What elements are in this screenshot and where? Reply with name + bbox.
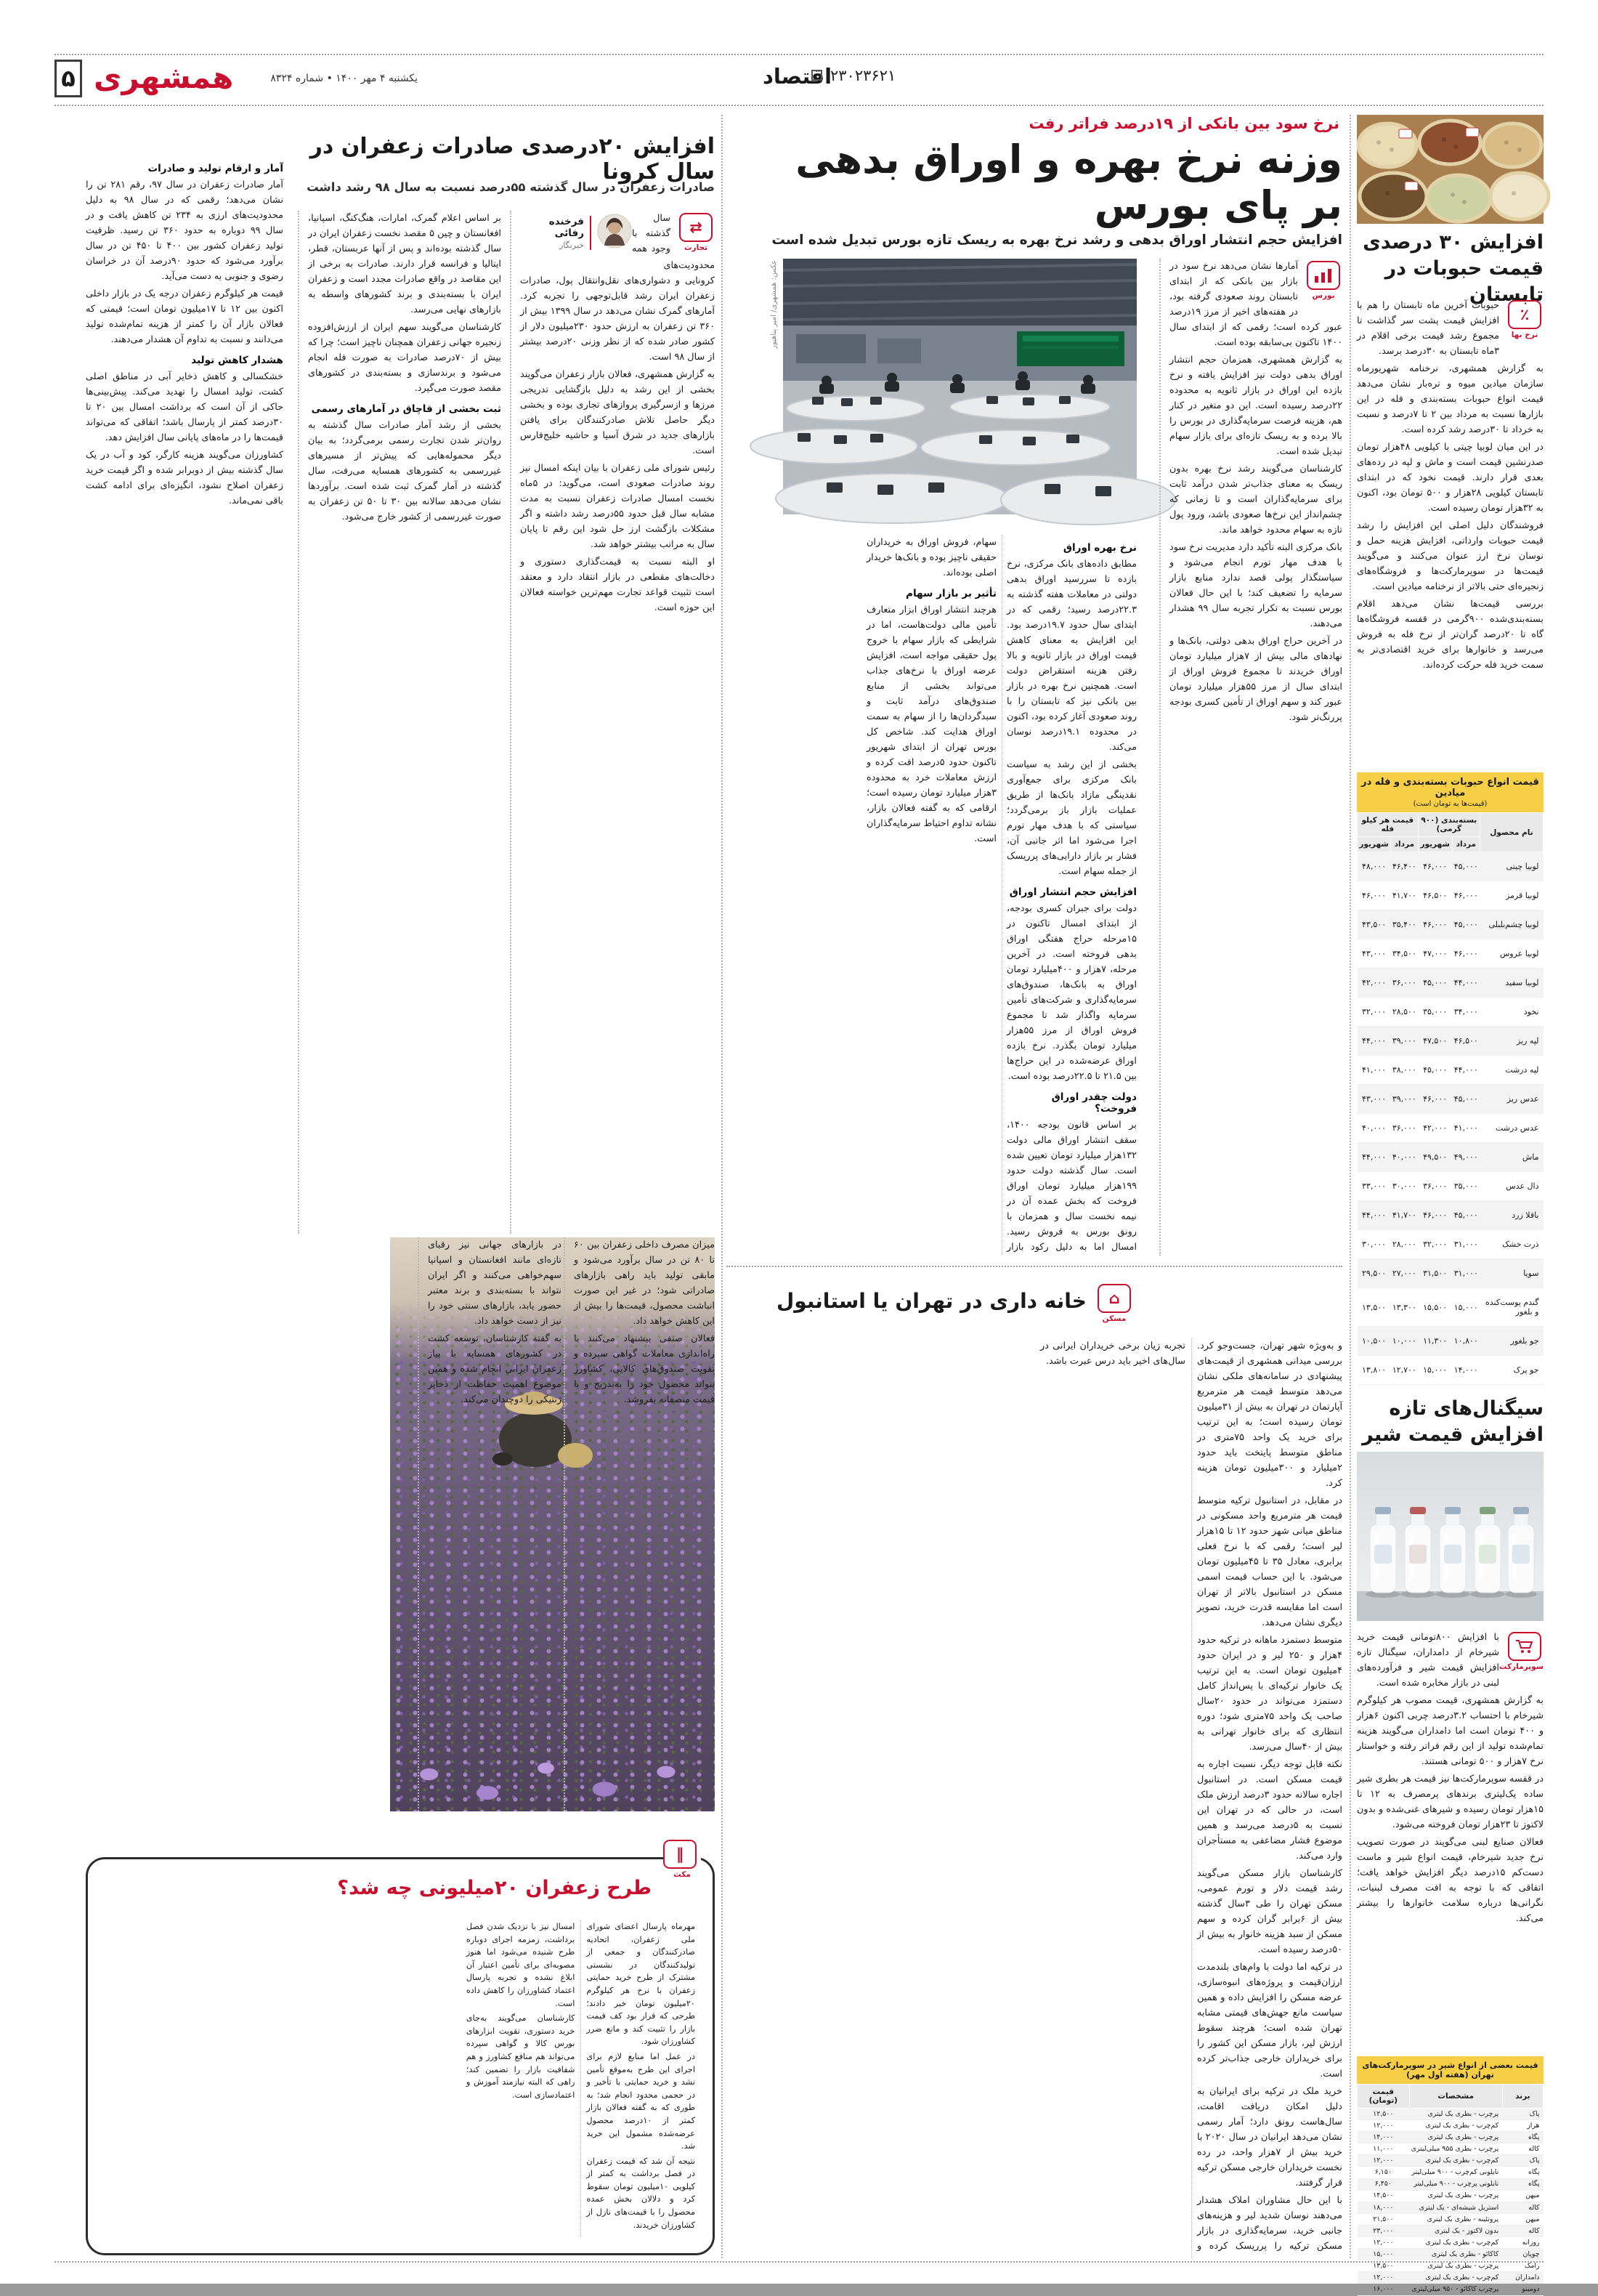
article-divider [726,1266,1342,1267]
paragraph: او البته نسبت به قیمت‌گذاری دستوری و دخالت‌های مقطعی در بازار انتقاد دارد و معتقد است تثبیت قواعد تجارت مهم‌ترین خواسته فعالان این حوزه است. [520,557,715,613]
table-row: ماش ۴۹,۰۰۰ ۴۹,۵۰۰ ۴۰,۰۰۰ ۴۴,۰۰۰ [1358,1143,1544,1172]
paragraph: بر اساس اعلام گمرک، امارات، هنگ‌کنگ، اسپانیا، افغانستان و چین ۵ مقصد نخست زعفران ایران در سال گذشته بوده‌اند و پس از آنها عربستان، قطر، ایتالیا و فرانسه قرار دارند. صادرات به برخی از این مقاصد در واقع صادرات مجدد است و زعفران ایران با بسته‌بندی و برند کشورهای واسطه به بازارهای نهایی می‌رسد. [308,213,501,315]
legumes-photo-art [1357,115,1544,224]
photo-caption: عکس: همشهری/ امیر پناهپور [770,260,778,349]
pause-icon: ‖ [663,1840,697,1869]
table-row: دامداران کم‌چرب - بطری یک لیتری ۱۲,۰۰۰ [1358,2272,1544,2284]
bourse-section-badge: بورس [1305,261,1342,300]
saffron-column-3 [86,155,283,1234]
saffron-deck: صادرات زعفران در سال گذشته ۵۵درصد نسبت به سال ۹۸ رشد داشت [307,180,715,194]
table-row: لوبیا قرمز ۴۶,۰۰۰ ۴۶,۵۰۰ ۴۱,۷۰۰ ۴۶,۰۰۰ [1358,881,1544,910]
paragraph: کارشناسان بازار مسکن می‌گویند رشد قیمت دلار و تورم عمومی، مسکن تهران را طی ۳سال گذشته بیش از ۶برابر گران کرده و سهم مسکن از سبد هزینه خانوار به بیش از ۵۰درصد رسیده است. [1197,1868,1342,1955]
legumes-headline: افزایش ۳۰ درصدی قیمت حبوبات در تابستان [1363,231,1544,306]
center-section [726,115,1342,2260]
paragraph: فروشندگان دلیل اصلی این افزایش را رشد قیمت حبوبات وارداتی، افزایش هزینه حمل و نوسان نرخ ارز عنوان می‌کنند و می‌گویند قیمت‌ها در سوپرمارکت‌ها و فروشگاه‌های زنجیره‌ای حتی بالاتر از نرخنامه میادین است. [1357,520,1544,592]
paragraph: به گفته کارشناسان، توسعه کشت در کشورهای همسایه با پیاز زعفران ایرانی انجام شده و همین موضوع اهمیت حفاظت از ذخایر ژنتیکی را دوچندان می‌کند. [428,1333,561,1405]
paragraph: آمارها نشان می‌دهد نرخ سود در بازار بین بانکی که از ابتدای تابستان روند صعودی گرفته بود، در هفته‌های اخیر از مرز ۱۹درصد عبور کرده است؛ رقمی که از ابتدای سال ۱۴۰۰ تاکنون بی‌سابقه بوده است. [1169,261,1342,348]
paragraph: هرچند انتشار اوراق ابزار متعارف تأمین مالی دولت‌هاست، اما در شرایطی که بازار سهام با خروج پول حقیقی مواجه است، افزایش عرضه اوراق با نرخ‌های جذاب می‌تواند بخشی از منابع صندوق‌های درآمد ثابت و سبدگردان‌ها را از سهام به سمت اوراق هدایت کند. شاخص کل بورس تهران از ابتدای شهریور تاکنون حدود ۵درصد افت کرده و ارزش معاملات خرد به محدوده ۳هزار میلیارد تومان رسیده است؛ ارقامی که به گفته فعالان بازار، نشانه تداوم احتیاط سرمایه‌گذاران است. [867,605,997,844]
reporter-role: خبرنگار [559,240,584,250]
milk-headline: سیگنال‌های تازه افزایش قیمت شیر [1362,1397,1544,1446]
shopping-cart-icon [1508,1632,1541,1661]
saffron-headline: افزایش ۲۰درصدی صادرات زعفران در سال کرونا [309,134,715,185]
subheading: تأثیر بر بازار سهام [905,588,997,599]
paragraph: در ترکیه اما دولت با وام‌های بلندمدت ارزان‌قیمت و پروژه‌های انبوه‌سازی، عرضه مسکن را افزایش داده و همین سیاست مانع جهش‌های قیمتی مشابه تهران شده است؛ هرچند سقوط ارزش لیر، بازار مسکن این کشور را برای خریداران خارجی جذاب‌تر کرده است. [1197,1962,1342,2079]
paragraph: در مقابل، در استانبول ترکیه متوسط قیمت هر مترمربع واحد مسکونی در مناطق میانی شهر حدود ۱۲ تا ۱۵هزار لیر است؛ رقمی که با نرخ فعلی برابری، معادل ۳۵ تا ۴۵میلیون تومان می‌شود. با این حساب قیمت اسمی مسکن در استانبول بالاتر از تهران است اما مقایسه قدرت خرید، تصویر دیگری نشان می‌دهد. [1197,1495,1342,1628]
table-row: جو بلغور ۱۰,۸۰۰ ۱۱,۳۰۰ ۱۰,۰۰۰ ۱۰,۵۰۰ [1358,1327,1544,1356]
trade-section-badge: ⇄ تجارت [677,213,715,252]
subheading: دولت چقدر اوراق فروخت؟ [1051,1091,1137,1115]
bourse-deck: افزایش حجم انتشار اوراق بدهی و رشد نرخ بهره به ریسک تازه بورس تبدیل شده است [771,233,1342,248]
bourse-body-columns [726,535,1137,1256]
paragraph: بانک مرکزی البته تأکید دارد مدیریت نرخ سود با هدف مهار تورم انجام می‌شود و سیاستگذار پولی قصد ندارد منابع بازار سرمایه را تضعیف کند؛ با این حال فعالان بورس نسبت به تکرار تجربه سال ۹۹ هشدار می‌دهند. [1169,542,1343,629]
paragraph: کارشناسان می‌گویند رشد نرخ بهره بدون ریسک به معنای جذاب‌تر شدن درآمد ثابت برای سرمایه‌گذاران است و تا زمانی که چشم‌انداز این نرخ‌ها صعودی باشد، ورود پول تازه به سهام محدود خواهد ماند. [1169,464,1342,535]
reporter-name: فرخنده رفائی [548,215,584,239]
housing-headline: خانه داری در تهران یا استانبول [776,1289,1087,1313]
table-row: دال عدس ۳۵,۰۰۰ ۳۶,۰۰۰ ۳۰,۰۰۰ ۳۳,۰۰۰ [1358,1172,1544,1201]
date-line: یکشنبه ۴ مهر ۱۴۰۰ • شماره ۸۳۲۴ [270,73,418,84]
byline [522,214,632,251]
table-row: ذرت خشک ۳۱,۰۰۰ ۳۲,۰۰۰ ۲۸,۰۰۰ ۳۰,۰۰۰ [1358,1230,1544,1259]
paragraph: در قفسه سوپرمارکت‌ها نیز قیمت هر بطری شیر ساده یک‌لیتری برندهای پرمصرف به ۱۲ تا ۱۵هزار تومان رسیده و شیرهای غنی‌شده و بدون لاکتوز تا ۲۳هزار تومان فروخته می‌شود. [1357,1774,1544,1830]
table-row: کاله بدون لاکتوز - یک لیتری ۲۳,۰۰۰ [1358,2225,1544,2236]
paragraph: بر اساس قانون بودجه ۱۴۰۰، سقف انتشار اوراق مالی دولت ۱۳۲هزار میلیارد تومان تعیین شده است. سال گذشته دولت حدود ۱۹۹هزار میلیارد تومان اوراق فروخت که بخش عمده آن در نیمه نخست سال و همزمان با رونق بورس به فروش رسید. امسال اما به دلیل رکود بازار سهام، فروش اوراق به خریداران حقیقی ناچیز بوده و بانک‌ها خریدار اصلی بوده‌اند. [867,537,1137,1253]
saffron-section [86,115,715,2260]
table-row: دومینو پرچرب کاکائو - ۹۵۰ میلی‌لیتری ۱۶,۰۰۰ [1358,2284,1544,2295]
paragraph: آمار صادرات زعفران در سال ۹۷، رقم ۲۸۱ تن را نشان می‌دهد؛ رقمی که در سال ۹۸ به دلیل محدودیت‌های ارزی به ۲۳۴ تن کاهش یافت و در سال ۹۹ دوباره به حدود ۳۶۰ تن رسید. ظرفیت تولید زعفران کشور بین ۴۰۰ تا ۴۵۰ تن در سال برآورد می‌شود که حدود ۹۰درصد آن در خراسان رضوی و جنوبی به دست می‌آید. [86,179,284,282]
paragraph: و به‌ویژه شهر تهران، جست‌وجو کرد. بررسی میدانی همشهری از قیمت‌های پیشنهادی در سامانه‌های ملکی نشان می‌دهد متوسط قیمت هر مترمربع آپارتمان در تهران به بیش از ۳۱میلیون تومان رسیده است؛ به این ترتیب برای خرید یک واحد ۷۵متری در مناطق متوسط پایتخت باید حدود ۲میلیارد و ۳۰۰میلیون تومان هزینه کرد. [1197,1341,1343,1489]
table-row: پگاه نایلونی کم‌چرب - ۹۰۰ میلی‌لیتر ۶,۱۵۰ [1358,2167,1544,2178]
header-code: ۲۳۰۲۳۶۲۱ [830,67,896,84]
saffron-column-2 [298,211,501,1234]
table-row: پاک پرچرب - بطری یک لیتری ۱۲,۵۰۰ [1358,2109,1544,2120]
column-separator [721,115,723,2258]
paragraph: رئیس شورای ملی زعفران با بیان اینکه امسال نیز روند صادرات صعودی است، می‌گوید: در ۵ماه نخست امسال صادرات زعفران نسبت به مدت مشابه سال قبل حدود ۵۵درصد رشد داشته و اگر مشکلات بازگشت ارز حل شود این رقم تا پایان سال به مراتب بیشتر خواهد شد. [520,463,715,550]
reporter-avatar [597,214,632,251]
paragraph: بخشی از رشد آمار صادرات سال گذشته به روان‌تر شدن تجارت رسمی برمی‌گردد؛ به بیان دیگر محموله‌هایی که پیش‌تر از مسیرهای غیررسمی به کشورهای همسایه می‌رفت، سال گذشته در آمار گمرک ثبت شده است. برآوردها نشان می‌دهد سالانه بین ۳۰ تا ۵۰ تن زعفران به صورت غیررسمی از کشور خارج می‌شود. [308,420,501,522]
page-number: ۵ [54,60,82,97]
table-row: نخود ۳۴,۰۰۰ ۳۵,۰۰۰ ۲۸,۵۰۰ ۳۲,۰۰۰ [1358,998,1544,1027]
paragraph: مهرماه پارسال اعضای شورای ملی زعفران، اتحادیه صادرکنندگان و جمعی از تولیدکنندگان در نشستی مشترک از طرح خرید حمایتی زعفران با نرخ هر کیلوگرم ۲۰میلیون تومان خبر دادند؛ طرحی که قرار بود کف قیمت بازار را تثبیت کند و مانع ضرر کشاورزان شود. [586,1922,695,2047]
saffron-column-1 [510,211,715,1234]
subheading: ثبت بخشی از قاچاق در آمارهای رسمی [311,403,501,415]
paragraph: کارشناسان می‌گویند به‌جای خرید دستوری، تقویت ابزارهای بورس کالا و گواهی سپرده می‌تواند هم منافع کشاورز و هم شفافیت بازار را تضمین کند؛ راهی که البته نیازمند آموزش و اعتمادسازی است. [466,2013,575,2100]
page-header [54,58,1544,102]
table-title: قیمت انواع حبوبات بسته‌بندی و فله در میادین (قیمت‌ها به تومان است) [1357,772,1544,812]
table-row: پاک کم‌چرب - بطری یک لیتری ۱۲,۰۰۰ [1358,2155,1544,2167]
makth-box [86,1846,715,2255]
bourse-kicker: نرخ سود بین بانکی از ۱۹درصد فراتر رفت [1029,115,1339,132]
percent-icon: ٪ [1508,300,1541,329]
table-row: عدس ریز ۴۵,۰۰۰ ۴۶,۰۰۰ ۳۹,۰۰۰ ۴۳,۰۰۰ [1358,1085,1544,1114]
paragraph: بررسی قیمت‌ها نشان می‌دهد اقلام بسته‌بندی‌شده ۹۰۰گرمی در قفسه فروشگاه‌ها گاه تا ۲۰درصد گران‌تر از نرخ فله به فروش می‌رسد و خانوارها برای خرید اقتصادی‌تر به سمت خرید فله حرکت کرده‌اند. [1357,599,1544,671]
table-row: گندم پوست‌کنده و بلغور ۱۵,۰۰۰ ۱۵,۵۰۰ ۱۳,۳۰۰ ۱۳,۵۰۰ [1358,1288,1544,1327]
paragraph: کارشناسان می‌گویند سهم ایران از ارزش‌افزوده زنجیره جهانی زعفران همچنان ناچیز است؛ چرا که بیش از ۷۰درصد صادرات به صورت فله انجام می‌شود و برندسازی و بسته‌بندی در کشورهای مقصد صورت می‌گیرد. [308,322,501,394]
table-row: سویا ۳۱,۰۰۰ ۳۱,۵۰۰ ۲۷,۰۰۰ ۲۹,۵۰۰ [1358,1259,1544,1288]
subheading: هشدار کاهش تولید [191,355,283,366]
paragraph: به گزارش همشهری، همزمان حجم انتشار اوراق بدهی دولت نیز افزایش یافته و نرخ بازده این اوراق در بازار ثانویه به محدوده ۲۲درصد رسیده است. این دو متغیر در کنار هم، هزینه فرصت سرمایه‌گذاری در بورس را بالا برده و به ریسک تازه‌ای برای بازار سهام تبدیل شده است. [1169,355,1342,457]
paragraph: قیمت هر کیلوگرم زعفران درجه یک در بازار داخلی اکنون بین ۱۲ تا ۱۷میلیون تومان است؛ قیمتی که فعالان بازار آن را کمتر از هزینه تمام‌شده تولید می‌دانند و نسبت به تداوم آن هشدار می‌دهند. [86,288,283,345]
table-row: روزانه کم‌چرب - بطری یک لیتری ۱۲,۰۰۰ [1358,2237,1544,2249]
table-title: قیمت بعضی از انواع شیر در سوپرمارکت‌های تهران (هفته اول مهر) [1357,2056,1544,2084]
paragraph: حبوبات آخرین ماه تابستان را هم با افزایش قیمت پشت سر گذاشت تا مجموع رشد قیمت برخی اقلام در ۳ماه تابستان به ۳۰درصد برسد. [1357,300,1499,357]
paragraph: به گزارش همشهری، فعالان بازار زعفران می‌گویند بخشی از این رشد به دلیل بازگشایی تدریجی مرزها و ازسرگیری پروازهای تجاری بوده و بخشی دیگر حاصل تلاش صادرکنندگان برای یافتن بازارهای جدید در شرق آسیا و حاشیه خلیج‌فارس است. [520,369,715,456]
paragraph: در بازارهای جهانی نیز رقبای تازه‌ای مانند افغانستان و اسپانیا سهم‌خواهی می‌کنند و اگر ایران نتواند با بسته‌بندی و برند معتبر حضور یابد، بازارهای سنتی خود را نیز از دست خواهد داد. [428,1240,561,1327]
paragraph: نتیجه آن شد که قیمت زعفران در فصل برداشت به کمتر از کیلویی ۱۰میلیون تومان سقوط کرد و دلالان بخش عمده محصول را با قیمت‌های نازل از کشاورزان خریدند. [586,2156,696,2230]
paragraph: با افزایش ۸۰۰تومانی قیمت خرید شیرخام از دامداران، سیگنال تازه افزایش قیمت شیر و فرآورده‌های لبنی در بازار مخابره شده است. [1357,1632,1499,1689]
table-row: کاله استریل شیشه‌ای - یک لیتری ۱۸,۰۰۰ [1358,2202,1544,2213]
milk-body [1357,1630,1544,2051]
milk-photo [1357,1452,1544,1621]
table-row: لوبیا چشم‌بلبلی ۴۵,۰۰۰ ۴۶,۰۰۰ ۳۵,۴۰۰ ۴۳,۵۰۰ [1358,910,1544,939]
house-icon: ⌂ [1098,1284,1131,1313]
paragraph: خشکسالی و کاهش ذخایر آبی در مناطق اصلی کشت، تولید امسال را تهدید می‌کند. پیش‌بینی‌ها حاکی از آن است که برداشت امسال بین ۲۰ تا ۳۰درصد کمتر از پارسال باشد؛ اتفاقی که می‌تواند قیمت‌ها را در ماه‌های پایانی سال افزایش دهد. [86,371,284,443]
makth-section-badge: ‖ مکث [663,1840,701,1879]
newspaper-logo: همشهری [94,60,234,95]
housing-section-badge: ⌂ مسکن [1095,1284,1133,1323]
table-row: چوپان کاکائو - بطری یک لیتری ۱۵,۰۰۰ [1358,2249,1544,2260]
milk-price-table: قیمت بعضی از انواع شیر در سوپرمارکت‌های تهران (هفته اول مهر) برند مشخصات قیمت (تومان) پاک پرچرب - بطری یک لیتری ۱۲,۵۰۰ هراز کم‌چرب - بطری یک لیتری ۱۲,۰۰۰ پگاه پرچرب - بطری یک لیتری ۱۴,۰۰۰ کاله پرچرب - بطری ۹۵۵ میلی‌لیتری ۱۱,۰۰۰ پاک کم‌چرب - بطری یک لیتری ۱۲,۰۰۰ پگاه نایلونی کم‌چرب - ۹۰۰ میلی‌لیتر ۶,۱۵۰ پگاه نایلونی پرچرب - ۹۰۰ میلی‌لیتر ۶,۴۵۰ میهن پرچرب - بطری یک لیتری ۱۴,۵۰۰ کاله استریل شیشه‌ای - یک لیتری ۱۸,۰۰۰ میهن پروتئینه - بطری یک لیتری ۲۱,۵۰۰ کاله بدون لاکتوز - یک لیتری ۲۳,۰۰۰ روزانه کم‌چرب - بطری یک لیتری ۱۲,۰۰۰ چوپان کاکائو - بطری یک لیتری ۱۵,۰۰۰ رامک پرچرب - بطری یک لیتری ۱۳,۵۰۰ دامداران کم‌چرب - بطری یک لیتری ۱۲,۰۰۰ دومینو پرچرب کاکائو - ۹۵۰ میلی‌لیتری ۱۶,۰۰۰ [1357,2056,1544,2296]
housing-article [726,1279,1342,2258]
top-rule [54,54,1544,55]
table-row: پگاه پرچرب - بطری یک لیتری ۱۴,۰۰۰ [1358,2132,1544,2143]
paragraph: میزان مصرف داخلی زعفران بین ۶۰ تا ۸۰ تن در سال برآورد می‌شود و مابقی تولید باید راهی بازارهای صادراتی شود؛ در غیر این صورت انباشت محصول، قیمت‌ها را بیش از این کاهش خواهد داد. [574,1240,715,1327]
paragraph: فعالان صنایع لبنی می‌گویند در صورت تصویب نرخ جدید شیرخام، قیمت انواع شیر و ماست دست‌کم ۱۵درصد دیگر افزایش خواهد یافت؛ اتفاقی که با توجه به افت مصرف لبنیات، نگرانی‌ها درباره سلامت خانوارها را بیشتر می‌کند. [1357,1837,1544,1924]
table-row: جو پرک ۱۴,۰۰۰ ۱۵,۰۰۰ ۱۲,۷۰۰ ۱۳,۸۰۰ [1358,1356,1544,1385]
housing-body-columns [726,1338,1342,2258]
paragraph: فعالان صنفی پیشنهاد می‌کنند با راه‌اندازی معاملات گواهی سپرده و تقویت صندوق‌های کالایی، کشاورز بتواند محصول خود را به‌تدریج و با قیمت منصفانه بفروشد. [574,1333,715,1405]
paragraph: کشاورزان می‌گویند هزینه کارگر، کود و آب در یک سال گذشته بیش از دوبرابر شده و اگر قیمت خرید زعفران اصلاح نشود، انگیزه‌ای برای ادامه کشت باقی نمی‌ماند. [86,450,283,506]
bottom-rule [54,2261,1544,2263]
table-row: لپه درشت ۴۴,۰۰۰ ۴۵,۰۰۰ ۳۸,۰۰۰ ۴۱,۰۰۰ [1358,1056,1544,1085]
milk-photo-art [1357,1452,1544,1621]
table-row: لوبیا عروس ۴۶,۰۰۰ ۴۷,۰۰۰ ۳۴,۵۰۰ ۴۳,۰۰۰ [1358,939,1544,969]
saffron-column-b1 [564,1237,715,1811]
table-row: لوبیا چیتی ۴۵,۰۰۰ ۴۶,۰۰۰ ۴۶,۴۰۰ ۴۸,۰۰۰ [1358,852,1544,881]
table-row: رامک پرچرب - بطری یک لیتری ۱۳,۵۰۰ [1358,2260,1544,2272]
bourse-photo-art [783,259,1137,514]
table-row: لوبیا سفید ۴۴,۰۰۰ ۴۵,۰۰۰ ۳۶,۰۰۰ ۴۲,۰۰۰ [1358,969,1544,998]
bourse-photo [783,259,1137,514]
bourse-lead-column [1159,259,1342,1256]
table-row: باقلا زرد ۴۵,۰۰۰ ۴۶,۰۰۰ ۴۱,۷۰۰ ۴۴,۰۰۰ [1358,1201,1544,1230]
subheading: نرخ بهره اوراق [1063,542,1137,554]
legumes-body [1357,298,1544,769]
table-row: پگاه نایلونی پرچرب - ۹۰۰ میلی‌لیتر ۶,۴۵۰ [1358,2178,1544,2190]
paragraph: در عمل اما منابع لازم برای اجرای این طرح به‌موقع تأمین نشد و خرید حمایتی با تأخیر و در حجمی محدود انجام شد؛ به طوری که به گفته فعالان بازار کمتر از ۱۰درصد محصول عرضه‌شده مشمول این خرید شد. [586,2051,695,2151]
makth-headline: طرح زعفران ۲۰میلیونی چه شد؟ [337,1877,652,1899]
bar-chart-icon [1307,261,1340,290]
paragraph: به گزارش همشهری، نرخنامه شهریورماه سازمان میادین میوه و تره‌بار نشان می‌دهد قیمت انواع حبوبات بسته‌بندی و فله در این بازارها نسبت به مرداد بین ۲ تا ۷درصد و نسبت به خرداد تا ۳۰درصد رشد کرده است. [1357,363,1544,435]
paragraph: مطابق داده‌های بانک مرکزی، نرخ بازده تا سررسید اوراق بدهی دولتی در معاملات هفته گذشته به ۲۲.۳درصد رسید؛ رقمی که در ابتدای سال حدود ۱۹.۷درصد بود. این افزایش به معنای کاهش قیمت اوراق در بازار ثانویه و بالا رفتن هزینه استقراض دولت است. همچنین نرخ بهره در بازار بین بانکی نیز که تابستان را با روند صعودی آغاز کرده بود، اکنون در محدوده ۱۹.۱درصد نوسان می‌کند. [1007,559,1137,753]
legumes-price-table: قیمت انواع حبوبات بسته‌بندی و فله در میادین (قیمت‌ها به تومان است) نام محصول بسته‌بندی (۹۰۰ گرمی) قیمت هر کیلو فله مرداد شهریور مرداد شهریور لوبیا چیتی ۴۵,۰۰۰ ۴۶,۰۰۰ ۴۶,۴۰۰ ۴۸,۰۰۰ لوبیا قرمز ۴۶,۰۰۰ ۴۶,۵۰۰ ۴۱,۷۰۰ ۴۶,۰۰۰ لوبیا چشم‌بلبلی ۴۵,۰۰۰ ۴۶,۰۰۰ ۳۵,۴۰۰ ۴۳,۵۰۰ لوبیا عروس ۴۶,۰۰۰ ۴۷,۰۰۰ ۳۴,۵۰۰ ۴۳,۰۰۰ لوبیا سفید ۴۴,۰۰۰ ۴۵,۰۰۰ ۳۶,۰۰۰ ۴۲,۰۰۰ نخود ۳۴,۰۰۰ ۳۵,۰۰۰ ۲۸,۵۰۰ ۳۲,۰۰۰ لپه ریز ۴۶,۵۰۰ ۴۷,۵۰۰ ۳۹,۰۰۰ ۴۴,۰۰۰ لپه درشت ۴۴,۰۰۰ ۴۵,۰۰۰ ۳۸,۰۰۰ ۴۱,۰۰۰ عدس ریز ۴۵,۰۰۰ ۴۶,۰۰۰ ۳۹,۰۰۰ ۴۳,۰۰۰ عدس درشت ۴۱,۰۰۰ ۴۲,۰۰۰ ۳۶,۰۰۰ ۴۰,۰۰۰ ماش ۴۹,۰۰۰ ۴۹,۵۰۰ ۴۰,۰۰۰ ۴۴,۰۰۰ دال عدس ۳۵,۰۰۰ ۳۶,۰۰۰ ۳۰,۰۰۰ ۳۳,۰۰۰ باقلا زرد ۴۵,۰۰۰ ۴۶,۰۰۰ ۴۱,۷۰۰ ۴۴,۰۰۰ ذرت خشک ۳۱,۰۰۰ ۳۲,۰۰۰ ۲۸,۰۰۰ ۳۰,۰۰۰ سویا ۳۱,۰۰۰ ۳۱,۵۰۰ ۲۷,۰۰۰ ۲۹,۵۰۰ گندم پوست‌کنده و بلغور ۱۵,۰۰۰ ۱۵,۵۰۰ ۱۳,۳۰۰ ۱۳,۵۰۰ جو بلغور ۱۰,۸۰۰ ۱۱,۳۰۰ ۱۰,۰۰۰ ۱۰,۵۰۰ جو پرک ۱۴,۰۰۰ ۱۵,۰۰۰ ۱۲,۷۰۰ ۱۳,۸۰۰ [1357,772,1544,1385]
paragraph: دولت برای جبران کسری بودجه، از ابتدای امسال تاکنون در ۱۵مرحله حراج هفتگی اوراق بدهی فروخته است. در آخرین مرحله، ۷هزار و ۴۰۰میلیارد تومان اوراق به بانک‌ها، صندوق‌های سرمایه‌گذاری و شرکت‌های تأمین سرمایه واگذار شد تا مجموع فروش اوراق از مرز ۵۵هزار میلیارد تومان بگذرد. نرخ بازده اوراق عرضه‌شده در این حراج‌ها بین ۲۱.۵ تا ۲۲.۵درصد بوده است. [1007,903,1137,1082]
table-row: میهن پرچرب - بطری یک لیتری ۱۴,۵۰۰ [1358,2190,1544,2202]
section-title: اقتصاد [763,64,832,89]
exchange-arrows-icon: ⇄ [679,213,713,242]
paragraph: در آخرین حراج اوراق بدهی دولتی، بانک‌ها و نهادهای مالی بیش از ۷هزار میلیارد تومان اوراق خریدند تا مجموع فروش اوراق از ابتدای سال از مرز ۵۵هزار میلیارد تومان عبور کند و سهم اوراق از تأمین کسری بودجه پررنگ‌تر شود. [1169,636,1342,723]
paragraph: بخشی از این رشد به سیاست بانک مرکزی برای جمع‌آوری نقدینگی مازاد بانک‌ها از طریق عملیات بازار باز برمی‌گردد؛ سیاستی که با هدف مهار تورم اجرا می‌شود اما اثر جانبی آن، فشار بر بازار دارایی‌های پرریسک از جمله سهام است. [1007,759,1137,877]
paragraph: امسال نیز با نزدیک شدن فصل برداشت، زمزمه اجرای دوباره طرح شنیده می‌شود اما هنوز مصوبه‌ای برای تأمین اعتبار آن ابلاغ نشده و تجربه پارسال اعتماد کشاورزان را کاهش داده است. [466,1922,575,2008]
paragraph: نکته قابل توجه دیگر، نسبت اجاره به قیمت مسکن است. در استانبول اجاره سالانه حدود ۳درصد ارزش ملک است، در حالی که در تهران این نسبت به ۵درصد می‌رسد و همین موضوع فشار مضاعفی به مستأجران وارد می‌کند. [1197,1759,1343,1862]
supermarket-badge: سوپرمارکت [1506,1632,1544,1671]
table-row: کاله پرچرب - بطری ۹۵۵ میلی‌لیتری ۱۱,۰۰۰ [1358,2143,1544,2155]
saffron-column-b2 [418,1237,561,1811]
paragraph: سال گذشته با وجود همه محدودیت‌های کرونایی و دشواری‌های نقل‌وانتقال پول، صادرات زعفران ایران رشد قابل‌توجهی را تجربه کرد. آمارهای گمرک نشان می‌دهد در سال ۱۳۹۹ بیش از ۳۶۰ تن زعفران به ارزش حدود ۲۳۰میلیون دلار از کشور صادر شده که از نظر وزنی ۲۰درصد بیشتر از سال ۹۸ است. [520,213,715,363]
price-rate-badge: ٪ نرخ بها [1506,300,1544,339]
legumes-photo [1357,115,1544,224]
paragraph: در این میان لوبیا چیتی با کیلویی ۴۸هزار تومان صدرنشین قیمت است و ماش و لپه در رده‌های بعدی قرار دارند. قیمت نخود که در ابتدای تابستان کیلویی ۲۸هزار و ۵۰۰ تومان بود، اکنون به ۳۲هزار تومان رسیده است. [1357,442,1544,514]
paragraph: متوسط دستمزد ماهانه در ترکیه حدود ۴هزار و ۲۵۰ لیر و در ایران حدود ۴میلیون تومان است. به این ترتیب یک خانوار ترکیه‌ای با پس‌انداز کامل دستمزد می‌تواند در حدود ۲۰سال صاحب یک واحد ۷۵متری شود؛ دوره انتظاری که برای خانوار تهرانی به بیش از ۴۰سال می‌رسد. [1197,1635,1343,1753]
subheading: افزایش حجم انتشار اوراق [1009,886,1137,898]
makth-body-columns [105,1920,695,2237]
table-row: لپه ریز ۴۶,۵۰۰ ۴۷,۵۰۰ ۳۹,۰۰۰ ۴۴,۰۰۰ [1358,1027,1544,1056]
table-row: میهن پروتئینه - بطری یک لیتری ۲۱,۵۰۰ [1358,2213,1544,2225]
column-separator [1350,115,1351,2258]
paragraph: با این حال مشاوران املاک هشدار می‌دهند نوسان شدید لیر و هزینه‌های جانبی خرید، سرمایه‌گذاری در بازار مسکن ترکیه را پرریسک کرده و تجربه زیان برخی خریداران ایرانی در سال‌های اخیر باید درس عبرت باشد. [1040,1341,1342,2252]
paragraph: خرید ملک در ترکیه برای ایرانیان به دلیل امکان دریافت اقامت، سال‌هاست رونق دارد؛ آمار رسمی نشان می‌دهد ایرانیان در سال ۲۰۲۰ با خرید بیش از ۷هزار واحد، در رده نخست خریداران خارجی مسکن ترکیه قرار گرفتند. [1197,2086,1342,2188]
right-rail [1357,115,1544,2294]
paragraph: به گزارش همشهری، قیمت مصوب هر کیلوگرم شیرخام با احتساب ۳.۲درصد چربی اکنون ۶هزار و ۴۰۰ تومان است اما دامداران می‌گویند هزینه تمام‌شده تولید از این رقم فراتر رفته و خواستار نرخ ۷هزار و ۵۰۰ تومانی هستند. [1357,1695,1544,1767]
bourse-headline: وزنه نرخ بهره و اوراق بدهی بر پای بورس [795,137,1342,228]
table-row: عدس درشت ۴۱,۰۰۰ ۴۲,۰۰۰ ۳۶,۰۰۰ ۴۰,۰۰۰ [1358,1114,1544,1143]
subheading: آمار و ارقام تولید و صادرات [147,163,283,174]
table-row: هراز کم‌چرب - بطری یک لیتری ۱۲,۰۰۰ [1358,2120,1544,2132]
header-rule [54,105,1544,106]
header-mark-icon [811,70,822,81]
